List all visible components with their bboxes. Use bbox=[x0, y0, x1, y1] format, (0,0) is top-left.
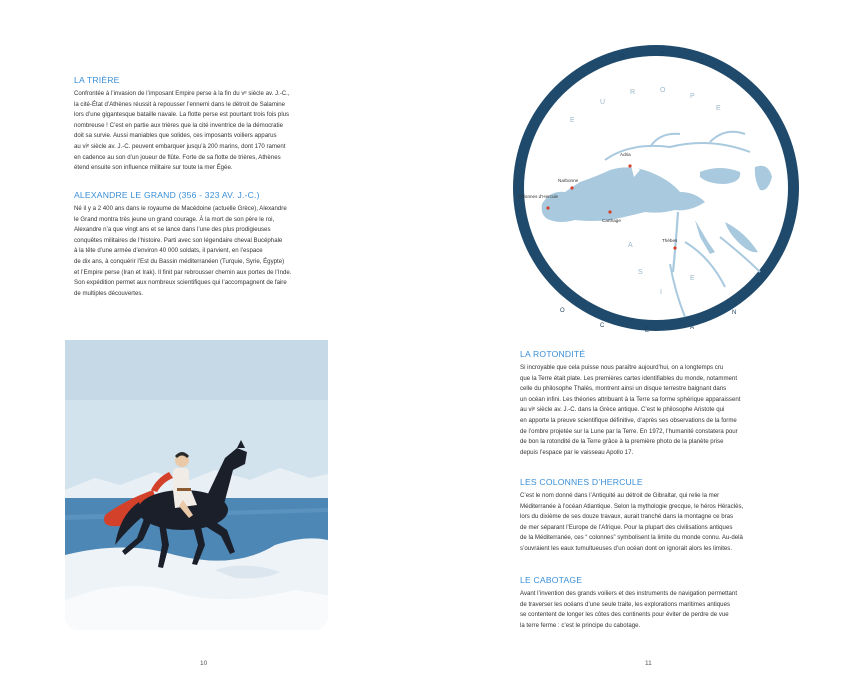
text-line: lors d’une gigantesque bataille navale. La flotte perse est pourtant trois fois plus bbox=[74, 111, 290, 119]
text-line: se contentent de longer les côtes des continents pour éviter de perdre de vue bbox=[520, 611, 729, 619]
text-line: Avant l’invention des grands voiliers et des instruments de navigation permettant bbox=[520, 590, 738, 597]
map-ocean-letter: A bbox=[736, 78, 741, 84]
text-line: la terre ferme : c’est le principe du cabotage. bbox=[520, 621, 641, 629]
text-line: de l’ombre projetée sur la Lune par la Terre. En 1972, l’humanité constatera pour bbox=[520, 427, 738, 435]
map-ocean-letter: É bbox=[645, 328, 650, 334]
map-place-label: Adria bbox=[620, 152, 631, 157]
text-line: celle du philosophe Thalès, montrent ainsi un disque terrestre baignant dans bbox=[520, 385, 727, 393]
left-page bbox=[0, 0, 424, 700]
section-body bbox=[520, 491, 795, 555]
page-number: 10 bbox=[200, 660, 208, 667]
map-ocean-letter: A bbox=[690, 325, 695, 331]
map-place-label: Colonnes d’Hercule bbox=[518, 194, 559, 199]
text-line: en apporte la preuve scientifique définitive, d’après ses observations de la forme bbox=[520, 416, 737, 424]
text-line: de bon la rotondité de la Terre grâce à la première photo de la planète prise bbox=[520, 438, 724, 446]
section-le-cabotage bbox=[520, 575, 795, 631]
map-ocean-letter: N bbox=[765, 108, 770, 114]
map-land-letter: R bbox=[630, 89, 636, 96]
map-ocean-letter: O bbox=[620, 54, 625, 60]
text-line: le Grand montra très jeune un grand courage. À la mort de son père le roi, bbox=[74, 215, 275, 223]
text-line: Son expédition permet aux nombreux scientifiques qui l’accompagnent de faire bbox=[74, 279, 287, 287]
map-land-letter: P bbox=[690, 93, 695, 100]
map-land-letter: A bbox=[628, 242, 633, 249]
map-ocean-letter: É bbox=[700, 60, 705, 66]
map-ocean-letter: O bbox=[560, 308, 565, 314]
map-place-label: Carthage bbox=[602, 218, 621, 223]
map-ocean-letter: C bbox=[660, 52, 665, 58]
text-line: Méditerranée à l’océan Atlantique. Selon la mythologie grecque, le héros Héraclès, bbox=[520, 502, 744, 510]
map-ocean-letter: N bbox=[732, 310, 737, 316]
section-heading: LA ROTONDITÉ bbox=[520, 349, 586, 359]
map-land-letter: E bbox=[690, 275, 695, 282]
text-line: depuis l’espace par le vaisseau Apollo 17. bbox=[520, 448, 634, 456]
section-body bbox=[520, 363, 795, 458]
map-place-label: Narbonne bbox=[558, 178, 579, 183]
section-la-triere bbox=[74, 75, 344, 174]
map-land-letter: E bbox=[716, 105, 721, 112]
map-land-letter: S bbox=[638, 269, 643, 276]
text-line: Alexandre n’a que vingt ans et se lance dans l’une des plus prodigieuses bbox=[74, 226, 271, 234]
text-line: de multiples découvertes. bbox=[74, 289, 144, 297]
text-line: de dix ans, à conquérir l’Est du Bassin méditerranéen (Turquie, Syrie, Égypte) bbox=[74, 257, 285, 265]
map-land-letter: O bbox=[660, 87, 666, 94]
text-line: de la Méditerranée, ces “ colonnes” symbolisent la limite du monde connu. Au-delà bbox=[520, 534, 743, 542]
text-line: conquêtes militaires de l’histoire. Parti avec son légendaire cheval Bucéphale bbox=[74, 236, 283, 244]
text-line: étend ensuite son influence militaire sur toute la mer Égée. bbox=[74, 164, 233, 172]
map-land-letter: U bbox=[600, 99, 606, 106]
section-body bbox=[74, 89, 344, 174]
section-heading: LE CABOTAGE bbox=[520, 575, 583, 585]
text-line: nombreuse ! C’est en partie aux trières que la cité inventrice de la démocratie bbox=[74, 121, 283, 129]
text-line: s’ouvraient les eaux tumultueuses d’un océan dont on ignorait alors les limites. bbox=[520, 544, 733, 552]
section-les-colonnes-dhercule bbox=[520, 477, 795, 555]
section-heading: LES COLONNES D’HERCULE bbox=[520, 477, 643, 487]
text-line: lors du dixième de ses douze travaux, aurait tranché dans la montagne ce bras bbox=[520, 513, 734, 521]
section-heading: LA TRIÈRE bbox=[74, 75, 120, 85]
text-line: doit sa survie. Aussi maniables que solides, ces imposants voiliers apparus bbox=[74, 132, 277, 140]
section-body bbox=[520, 589, 795, 631]
right-page bbox=[425, 0, 849, 700]
text-line: de traverser les océans d’une seule traite, les explorations maritimes antiques bbox=[520, 600, 731, 608]
text-line: un océan infini. Les théories attribuant à la Terre sa forme sphérique apparaissent bbox=[520, 395, 741, 403]
text-line: Né il y a 2 400 ans dans le royaume de Macédoine (actuelle Grèce), Alexandre bbox=[74, 205, 287, 212]
text-line: au viᵉ siècle av. J.-C. dans la Grèce antique. C’est le philosophe Aristote qui bbox=[520, 406, 725, 414]
ancient-world-map bbox=[510, 42, 802, 334]
text-line: Si incroyable que cela puisse nous paraître aujourd’hui, on a longtemps cru bbox=[520, 364, 724, 371]
text-line: et l’Empire perse (Iran et Irak). Il finit par rebrousser chemin aux portes de l’Inde. bbox=[74, 268, 292, 276]
map-land-letter: I bbox=[660, 289, 662, 296]
text-line: au viᵉ siècle av. J.-C. peuvent embarquer jusqu’à 200 marins, dont 170 rament bbox=[74, 142, 286, 150]
section-la-rotondite bbox=[520, 349, 795, 458]
section-alexandre-le-grand bbox=[74, 190, 344, 299]
map-land-letter: E bbox=[570, 117, 575, 124]
text-line: à la tête d’une armée d’environ 40 000 soldats, il parvient, en l’espace bbox=[74, 247, 263, 255]
map-ocean-letter: C bbox=[600, 323, 605, 329]
text-line: C’est le nom donné dans l’Antiquité au détroit de Gibraltar, qui relie la mer bbox=[520, 492, 720, 499]
section-body bbox=[74, 204, 344, 299]
text-line: que la Terre était plate. Les premières cartes identifiables du monde, notamment bbox=[520, 374, 738, 382]
text-line: en cadence au son d’un joueur de flûte. Forte de sa flotte de trières, Athènes bbox=[74, 153, 281, 161]
alexander-horse-illustration bbox=[65, 340, 328, 630]
text-line: la cité-État d’Athènes réussit à repousser l’ennemi dans le détroit de Salamine bbox=[74, 100, 286, 108]
text-line: Confrontée à l’invasion de l’imposant Empire perse à la fin du vᵉ siècle av. J.-C., bbox=[74, 90, 290, 97]
page-number: 11 bbox=[645, 660, 652, 667]
section-heading: ALEXANDRE LE GRAND (356 - 323 AV. J.-C.) bbox=[74, 190, 260, 200]
text-line: de mer séparant l’Europe de l’Afrique. Pour la plupart des civilisations antiques bbox=[520, 523, 733, 531]
map-place-label: Thèbes bbox=[662, 238, 678, 243]
